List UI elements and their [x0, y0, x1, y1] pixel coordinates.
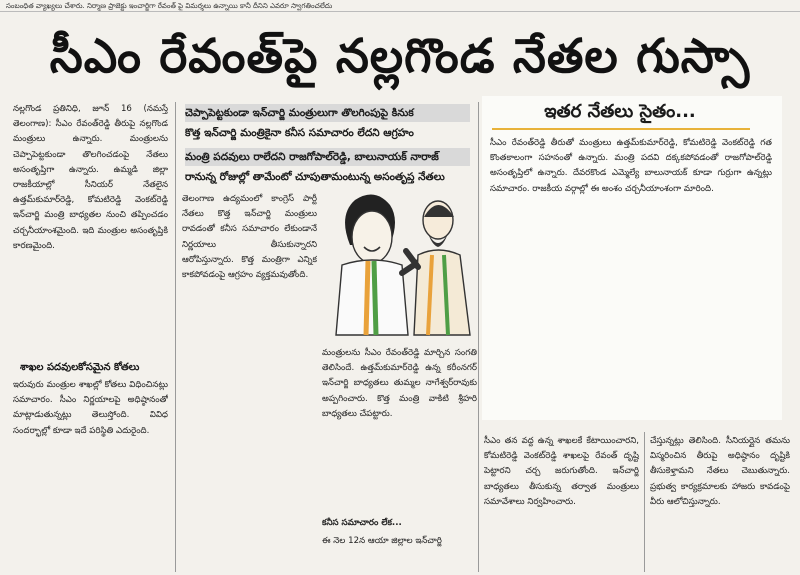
subsection-label: కనీస సమాచారం లేక... — [322, 518, 402, 528]
sidebar-title-rule — [492, 128, 750, 130]
sidebar-title: ఇతర నేతలు సైతం... — [544, 101, 696, 122]
article-column-3b: ఈ నెల 12న ఆయా జిల్లాల ఇన్‌చార్జి — [322, 536, 442, 546]
byline: నల్లగొండ ప్రతినిధి, జూన్ 16 (నమస్తే తెలంగాణ): సీఎం రేవంత్‌రెడ్డి తీరుపై నల్లగొండ మంత్రులు ఉన్నారు. — [13, 104, 168, 145]
previous-article-strip: సంబంధిత వ్యాఖ్యలు చేశారు. నిర్మాణ ప్రాజెక్టు ఇంచార్జిగా రేవంత్ పై విమర్శలు ఉన్నాయి కానీ దీనిని ఎవరూ స్వాగతించలేదు — [0, 0, 800, 12]
page-headline: సీఎం రేవంత్‌పై నల్లగొండ నేతల గుస్సా — [49, 29, 751, 84]
subheading-2: కొత్త ఇన్‌చార్జి మంత్రికైనా కనీస సమాచారం లేదని ఆగ్రహం — [185, 127, 414, 139]
section-heading: శాఖల పదవులకోసమైన కోతలు — [20, 362, 140, 373]
subheading-3: మంత్రి పదవులు రాలేదని రాజగోపాల్‌రెడ్డి, బాలునాయక్ నారాజ్ — [185, 148, 470, 166]
political-cartoon — [320, 175, 480, 345]
article-column-2: తెలంగాణ ఉద్యమంలో కాంగ్రెస్ పార్టీ నేతలు కొత్త ఇన్‌చార్జి మంత్రులు రావడంతో కనీస సమాచారం లేకుండానే నిర్ణయాలు తీసుకున్నారని ఆరోపిస్తున్నారు. కొత్త మంత్రిగా ఎన్నిక కాకపోవడంపై ఆగ్రహం వ్యక్తమవుతోంది. — [182, 194, 317, 281]
subheading-1: చెప్పాపెట్టకుండా ఇన్‌చార్జి మంత్రులుగా తొలగింపుపై కినుక — [185, 104, 470, 122]
column-divider — [644, 432, 645, 572]
article-column-6: చేస్తున్నట్లు తెలిసింది. సీనియర్లైన తమను విస్మరించిన తీరుపై అధిష్ఠానం దృష్టికి తీసుకెళ్తామని నేతలు చెబుతున్నారు. ప్రభుత్వ కార్యక్రమాలకు హాజరు కావడంపై వీరు ఆలోచిస్తున్నారు. — [650, 436, 790, 507]
subheading-4: రానున్న రోజుల్లో తామేంటో చూపుతామంటున్న అసంతృప్త నేతలు — [185, 171, 445, 183]
cartoon-figure-left — [336, 195, 420, 335]
cartoon-figure-right — [406, 201, 470, 335]
article-column-1b: ఇరువురు మంత్రుల శాఖల్లో కోతలు విధించినట్లు సమాచారం. సీఎం నిర్ణయాలపై అధిష్ఠానంతో మాట్లాడుతున్నట్లు తెలుస్తోంది. వివిధ సందర్భాల్లో కూడా ఇదే పరిస్థితి ఎదురైంది. — [13, 380, 168, 436]
article-column-3: మంత్రులను సీఎం రేవంత్‌రెడ్డి మార్చిన సంగతి తెలిసిందే. ఉత్తమ్‌కుమార్‌రెడ్డి ఉన్న కరీంనగర్ ఇన్‌చార్జి బాధ్యతలు తుమ్మల నాగేశ్వర్‌రావుకు అప్పగించారు. కొత్త మంత్రి వాకిటి శ్రీహరి బాధ్యతలు చేపట్టారు. — [322, 348, 477, 419]
article-column-1 — [13, 102, 168, 357]
sidebar-text: సీఎం రేవంత్‌రెడ్డి తీరుతో మంత్రులు ఉత్తమ్‌కుమార్‌రెడ్డి, కోమటిరెడ్డి వెంకట్‌రెడ్డి గత కొంతకాలంగా సహనంతో ఉన్నారు. మంత్రి పదవి దక్కకపోవడంతో రాజగోపాల్‌రెడ్డి అసంతృప్తిలో ఉన్నారు. దేవరకొండ ఎమ్మెల్యే బాలునాయక్ కూడా గుర్రుగా ఉన్నట్లు సమాచారం. రాజకీయ వర్గాల్లో ఈ అంశం చర్చనీయాంశంగా మారింది. — [490, 138, 772, 194]
article-column-5: సీఎం తన వద్ద ఉన్న శాఖలకే కేటాయించారని, కోమటిరెడ్డి వెంకట్‌రెడ్డి శాఖలపై రేవంత్ దృష్టి పెట్టారని చర్చ జరుగుతోంది. ఇన్‌చార్జి బాధ్యతలు తీసుకున్న తర్వాత మంత్రులు సమావేశాలు నిర్వహించారు. — [484, 436, 639, 507]
column-divider — [175, 102, 176, 572]
article-text: మంత్రులను చెప్పాపెట్టకుండా తొలగించడంపై నేతలు అసంతృప్తిగా ఉన్నారు. ఉమ్మడి జిల్లా రాజకీయాల్లో సీనియర్ నేతలైన ఉత్తమ్‌కుమార్‌రెడ్డి, కోమటిరెడ్డి వెంకట్‌రెడ్డి ఇన్‌చార్జి మంత్రి బాధ్యతల నుంచి తప్పించడం చర్చనీయాంశమైంది. ఇది మంత్రుల అసంతృప్తికి కారణమైంది. — [13, 134, 168, 251]
